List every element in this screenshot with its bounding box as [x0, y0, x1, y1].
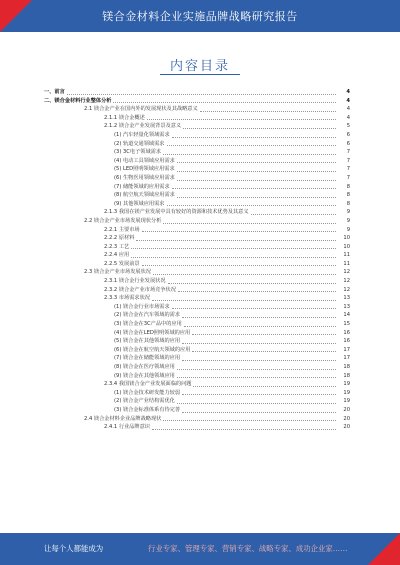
toc-entry-label: 2.1 镁合金产业在国内外的发展现状及其战略意义	[84, 106, 198, 113]
toc-leader-dots	[177, 162, 336, 163]
toc-entry-label: (8) 镁合金在医疗领域应用	[114, 364, 175, 370]
toc-leader-dots	[172, 137, 336, 138]
toc-entry-label: 2.3.3 市场需求状况	[104, 295, 150, 302]
toc-leader-dots	[152, 429, 336, 430]
toc-entry[interactable]	[44, 397, 350, 406]
toc-entry-label: (5) LED照明领域应用需求	[114, 166, 175, 173]
toc-leader-dots	[163, 154, 336, 155]
toc-entry-page: 18	[343, 372, 350, 379]
toc-entry[interactable]	[44, 380, 350, 389]
toc-entry[interactable]	[44, 423, 350, 432]
toc-leader-dots	[182, 343, 336, 344]
toc-leader-dots	[177, 403, 336, 404]
toc-entry-page: 6	[346, 140, 350, 147]
toc-leader-dots	[67, 94, 336, 95]
toc-entry[interactable]	[44, 217, 350, 226]
toc-entry[interactable]	[44, 294, 350, 303]
toc-entry[interactable]	[44, 226, 350, 235]
toc-entry[interactable]	[44, 88, 350, 97]
toc-entry-label: 2.2.1 主要市场	[104, 226, 140, 233]
toc-entry-label: (2) 镁合金产业结构需优化	[114, 398, 175, 405]
toc-leader-dots	[192, 334, 336, 335]
toc-entry-page: 17	[343, 346, 350, 353]
toc-entry-page: 4	[346, 106, 350, 113]
toc-entry-label: 2.1.1 镁合金概述	[104, 114, 145, 121]
toc-entry[interactable]	[44, 105, 350, 114]
toc-entry-page: 8	[346, 200, 350, 207]
toc-entry-label: (8) 航空航天领域应用需求	[114, 192, 175, 199]
toc-entry[interactable]	[44, 303, 350, 312]
toc-entry-label: 2.2.3 工艺	[104, 243, 130, 250]
toc-entry-page: 18	[343, 364, 350, 370]
footer-red-corner	[368, 533, 400, 565]
toc-entry-page: 5	[346, 123, 350, 130]
toc-entry-label: (6) 生物医用领域应用需求	[114, 174, 175, 181]
toc-entry-label: 2.2.4 应用	[104, 252, 130, 259]
toc-entry-label: 二、镁合金材料行业整体分析	[44, 97, 112, 104]
toc-entry-page: 9	[346, 217, 350, 224]
toc-entry-label: (3) 镁合金标准体系有待完善	[114, 406, 181, 413]
toc-entry[interactable]	[44, 208, 350, 217]
toc-entry-page: 17	[343, 355, 350, 362]
toc-entry[interactable]	[44, 260, 350, 269]
toc-entry-page: 20	[343, 415, 350, 422]
toc-entry-page: 19	[343, 398, 350, 405]
toc-entry-page: 19	[343, 381, 350, 388]
toc-leader-dots	[163, 223, 336, 224]
toc-entry[interactable]	[44, 277, 350, 286]
toc-entry[interactable]	[44, 191, 350, 200]
toc-entry-label: (1) 镁合金行业市场需求	[114, 303, 170, 310]
toc-leader-dots	[168, 283, 336, 284]
toc-entry-label: (6) 镁合金在航空航天领域的应用	[114, 346, 191, 353]
toc-entry-label: (3) 3C电子领域需求	[114, 149, 162, 156]
toc-entry-label: 2.2.5 发展前景	[104, 260, 140, 267]
toc-entry-page: 8	[346, 183, 350, 190]
toc-entry[interactable]	[44, 406, 350, 415]
toc-entry-label: 2.2.2 原材料	[104, 235, 135, 242]
toc-entry[interactable]	[44, 415, 350, 424]
toc-entry-label: 2.1.3 我国在镁产业发展中具有较好的资源和技术优势及其意义	[104, 209, 249, 216]
report-title: 镁合金材料企业实施品牌战略研究报告	[102, 10, 298, 23]
toc-leader-dots	[184, 326, 336, 327]
toc-entry-page: 11	[343, 260, 350, 267]
toc-entry-page: 12	[343, 286, 350, 293]
toc-entry-label: 2.3.2 镁合金产业市场竞争状况	[104, 286, 176, 293]
toc-leader-dots	[131, 257, 336, 258]
toc-entry-label: (7) 镁合金在储能领域的应用	[114, 355, 181, 362]
toc-entry-label: (4) 镁合金在LED照明领域的应用	[114, 329, 191, 336]
toc-leader-dots	[167, 205, 337, 206]
toc-entry-page: 14	[343, 312, 350, 319]
toc-entry-page: 16	[343, 338, 350, 345]
toc-entry[interactable]	[44, 97, 350, 106]
toc-entry-page: 11	[343, 252, 350, 259]
toc-leader-dots	[163, 420, 336, 421]
toc-entry-label: 2.4.1 行业品牌意识	[104, 424, 150, 431]
toc-leader-dots	[177, 369, 336, 370]
toc-entry-page: 7	[346, 166, 350, 173]
toc-entry[interactable]	[44, 363, 350, 372]
toc-entry-page: 6	[346, 131, 350, 138]
toc-entry-label: (4) 电动工具领域应用需求	[114, 157, 175, 164]
toc-leader-dots	[200, 111, 336, 112]
toc-entry[interactable]	[44, 140, 350, 149]
toc-entry-page: 7	[346, 157, 350, 164]
toc-entry-label: 2.1.2 镁合金产业发展背景及意义	[104, 123, 182, 130]
toc-leader-dots	[152, 300, 336, 301]
toc-entry[interactable]	[44, 251, 350, 260]
toc-entry[interactable]	[44, 354, 350, 363]
toc-entry-label: 2.3.4 我国镁合金产业发展面临的问题	[104, 381, 192, 388]
toc-entry[interactable]	[44, 234, 350, 243]
toc-leader-dots	[172, 188, 336, 189]
footer-roles: 行业专家、管理专家、营销专家、战略专家、成功企业家……	[148, 544, 348, 553]
toc-entry[interactable]	[44, 286, 350, 295]
toc-leader-dots	[182, 412, 336, 413]
toc-entry[interactable]	[44, 131, 350, 140]
toc-entry-page: 4	[346, 97, 350, 104]
toc-entry[interactable]	[44, 200, 350, 209]
toc-entry-label: 2.3.1 镁合金行业发展状况	[104, 278, 166, 285]
toc-leader-dots	[177, 377, 336, 378]
toc-entry-page: 13	[343, 295, 350, 302]
toc-entry[interactable]	[44, 346, 350, 355]
toc-entry-label: (2) 轨道交通领域需求	[114, 140, 165, 147]
toc-entry[interactable]	[44, 148, 350, 157]
toc-entry-page: 4	[346, 89, 350, 95]
toc-entry-page: 20	[343, 406, 350, 413]
toc-entry[interactable]	[44, 157, 350, 166]
toc-leader-dots	[172, 308, 336, 309]
toc-entry-label: (1) 镁合金技术研发能力较弱	[114, 389, 181, 396]
header-bar	[0, 0, 400, 32]
toc-entry-page: 13	[343, 303, 350, 310]
toc-entry[interactable]	[44, 372, 350, 381]
toc-leader-dots	[251, 214, 336, 215]
toc-entry-page: 10	[343, 243, 350, 250]
toc-leader-dots	[142, 231, 336, 232]
toc-leader-dots	[182, 317, 336, 318]
toc-leader-dots	[192, 351, 336, 352]
toc-entry[interactable]	[44, 114, 350, 123]
toc-entry-label: 2.2 镁合金产业市场发展现状分析	[84, 217, 162, 224]
footer-bar	[0, 533, 400, 565]
toc-entry-page: 9	[346, 209, 350, 216]
toc-entry-page: 10	[343, 235, 350, 242]
toc-entry-page: 7	[346, 149, 350, 156]
toc-leader-dots	[182, 360, 336, 361]
footer-slogan: 让每个人都能成为	[44, 544, 104, 553]
toc-entry[interactable]	[44, 165, 350, 174]
toc-leader-dots	[142, 265, 336, 266]
toc-entry-label: 2.4 镁合金材料企业品牌战略现状	[84, 415, 162, 422]
toc-leader-dots	[177, 197, 336, 198]
toc-entry[interactable]	[44, 174, 350, 183]
toc-entry-page: 8	[346, 192, 350, 199]
toc-entry[interactable]	[44, 311, 350, 320]
title-underline	[160, 74, 240, 75]
toc-leader-dots	[113, 102, 336, 103]
toc-entry[interactable]	[44, 329, 350, 338]
toc-entry[interactable]	[44, 183, 350, 192]
toc-entry-label: 一、前言	[44, 89, 65, 95]
toc-entry-page: 20	[343, 424, 350, 431]
toc-entry-label: (9) 镁合金在其他领域应用	[114, 372, 175, 379]
toc-leader-dots	[177, 171, 336, 172]
toc-leader-dots	[147, 119, 336, 120]
toc-leader-dots	[183, 128, 336, 129]
toc-entry-page: 4	[346, 114, 350, 121]
toc-entry[interactable]	[44, 389, 350, 398]
toc-entry-page: 16	[343, 329, 350, 336]
toc-entry[interactable]	[44, 122, 350, 131]
table-of-contents	[44, 88, 350, 528]
toc-entry-label: (9) 其他领域应用需求	[114, 200, 165, 207]
toc-entry-page: 9	[346, 226, 350, 233]
toc-entry-label: (1) 汽车轻量化领域需求	[114, 131, 170, 138]
toc-entry[interactable]	[44, 268, 350, 277]
toc-entry-page: 12	[343, 278, 350, 285]
toc-entry-label: (3) 镁合金在3C产品中的应用	[114, 321, 182, 328]
toc-entry-label: (2) 镁合金在汽车领域的需求	[114, 312, 181, 319]
toc-entry-page: 7	[346, 174, 350, 181]
toc-entry[interactable]	[44, 320, 350, 329]
toc-leader-dots	[193, 386, 336, 387]
toc-leader-dots	[182, 394, 336, 395]
toc-leader-dots	[131, 248, 336, 249]
toc-leader-dots	[153, 274, 336, 275]
toc-entry-page: 19	[343, 389, 350, 396]
toc-entry-page: 15	[343, 321, 350, 328]
page-title: 内容目录	[169, 59, 230, 74]
toc-entry-label: (7) 储能领域的应用需求	[114, 183, 170, 190]
toc-entry-label: 2.3 镁合金产业市场发展状况	[84, 269, 151, 276]
toc-leader-dots	[136, 240, 336, 241]
toc-entry[interactable]	[44, 337, 350, 346]
toc-entry-label: (5) 镁合金在其他领域的应用	[114, 338, 181, 345]
toc-leader-dots	[178, 291, 336, 292]
toc-entry[interactable]	[44, 243, 350, 252]
toc-entry-page: 12	[343, 269, 350, 276]
toc-leader-dots	[167, 145, 337, 146]
toc-leader-dots	[177, 180, 336, 181]
